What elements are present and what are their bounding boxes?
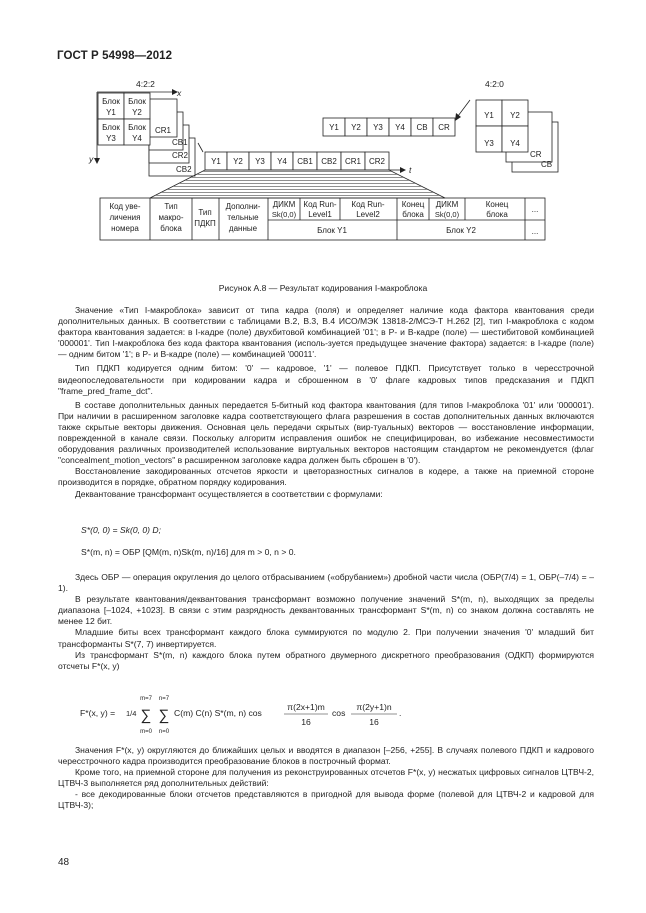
r-y1: Y1 [484,111,494,120]
tbl-c4-l3: данные [228,224,258,233]
seq-mid-5: CB1 [297,157,313,166]
r-cr: CR [530,150,542,159]
seq-top-1: Y1 [329,123,339,132]
paragraph: Здесь ОБР — операция округления до целого отбрасыванием («обрубанием») дробной части числа (ОБР(7/4) = 1, ОБР(–7/4) = –1). [58,572,594,594]
block-y2-line1: Блок [128,97,146,106]
cr1-label: CR1 [155,126,172,135]
cb2-label: CB2 [176,165,192,174]
tbl-c6-l2: Level1 [308,210,332,219]
axis-x-label: x [177,88,182,98]
seq-top-3: Y3 [373,123,383,132]
f3-sum1-top: m=7 [140,696,152,702]
tbl-c2-l2: макро- [158,213,184,222]
r-y4: Y4 [510,139,520,148]
paragraph: В результате квантования/деквантования трансформант возможно получение значений S*(m, n), выходящих за пределы диапазона [–1024, +1023]. В связи с этим разрядность деквантованных трансформант S*(m, n) со знаком должна составлять не менее 12 бит. [58,594,594,627]
figure-caption: Рисунок А.8 — Результат кодирования I-макроблока [218,283,428,293]
r-y3: Y3 [484,139,494,148]
page-number: 48 [58,857,70,868]
seq-mid-3: Y3 [255,157,265,166]
tbl-c2-l3: блока [160,224,182,233]
tbl-c9-l2: Sk(0,0) [434,210,460,219]
seq-top-5: CB [416,123,428,132]
tbl-c8-l1: Конец [401,200,425,209]
paragraph: В составе дополнительных данных передается 5-битный код фактора квантования (для типов I-макроблока '01' или '000001'). При наличии в расширенном заголовке кадра соответствующего флага разрешения в состав дополнительных данных включаются также скрытые векторы движения. Основная цель передачи скрытых (вир-туальных) векторов — восстановление информации, поврежденной в канале связи. Поскольку алгоритм исправления ошибок не специфицирован, во избежание несовместимости оборудования различных производителей использование виртуальных векторов настоящим стандартом не рекомендуется (флаг "concealment_motion_vectors" в расширенном заголовке кадра должен быть сброшен в '0'). [58,399,594,466]
block-y3-line1: Блок [102,123,120,132]
label-422: 4:2:2 [136,79,155,89]
tbl-dots-top: ... [531,205,539,214]
paragraph: Восстановление закодированных отсчетов яркости и цветоразностных сигналов в кодере, а также на приемной стороне производится в порядке, обратном порядку кодирования. [58,466,594,488]
text-block-1 [58,305,594,500]
block-y4-line1: Блок [128,123,146,132]
f3-body: C(m) C(n) S*(m, n) cos [174,708,262,718]
tbl-c9-l1: ДИКМ [435,200,459,209]
f3-frac2-num: π(2y+1)n [356,702,392,712]
tbl-c7-l1: Код Run- [351,200,385,209]
f3-frac1-num: π(2x+1)m [287,702,325,712]
seq-top-2: Y2 [351,123,361,132]
f3-sum2: ∑ [158,707,170,724]
seq-mid-1: Y1 [211,157,221,166]
paragraph: - все декодированные блоки отсчетов представляются в пригодной для вывода форме (полевой для ЦТВЧ-2 и кадровой для ЦТВЧ-3); [58,789,594,811]
standard-header: ГОСТ Р 54998—2012 [57,50,173,62]
seq-top-4: Y4 [395,123,405,132]
paragraph: Значение «Тип I-макроблока» зависит от типа кадра (поля) и определяет наличие кода фактора квантования среди дополнительных данных. В соответствии с таблицами В.2, В.3, В.4 ИСО/МЭК 13818-2/МСЭ-Т Н.262 [2], тип I-макроблока с кодом фактора квантования задается: в I-кадре (поле) двухбитовой комбинацией '01'; в Р- и В-кадре (поле) — шестибитовой комбинацией '000001'. Тип I-макроблока без кода фактора квантования (исполь-зуется предыдущее значение фактора) задается: в I-кадре (поле) — одним битом '1'; в Р- и В-кадре (поле) — комбинацией '00011'. [58,305,594,360]
tbl-c3-l2: ПДКП [194,219,216,228]
tbl-c1-l1: Код уве- [109,202,141,211]
seq-top-6: CR [438,123,450,132]
formula-2: S*(m, n) = ОБР [QM(m, n)Sk(m, n)/16] для m > 0, n > 0. [81,547,296,557]
tbl-c10-l1: Конец [485,200,509,209]
f3-sum1: ∑ [140,707,152,724]
f3-lhs: F*(x, y) = [80,708,116,718]
seq-mid-4: Y4 [277,157,287,166]
block-y3-line2: Y3 [106,134,116,143]
tbl-c5-l1: ДИКМ [272,200,296,209]
tbl-c1-l3: номера [111,224,139,233]
tbl-block-y2: Блок Y2 [446,226,476,235]
f3-sum2-bot: n=0 [158,729,170,735]
tbl-c4-l2: тельные [227,213,259,222]
f3-frac1-den: 16 [301,717,311,727]
seq-mid-6: CB2 [321,157,337,166]
cr2-label: CR2 [172,151,189,160]
tbl-c2-l1: Тип [164,202,178,211]
tbl-c10-l2: блока [486,210,508,219]
block-y1-line2: Y1 [106,108,116,117]
f3-cos2: cos [332,708,346,718]
formula-1: S*(0, 0) = Sk(0, 0) D; [81,525,161,535]
f3-sum1-bot: m=0 [140,729,152,735]
seq-mid-8: CR2 [368,157,386,166]
paragraph: Кроме того, на приемной стороне для получения из реконструированных отсчетов F*(x, y) несжатых цифровых сигналов ЦТВЧ-2, ЦТВЧ-3 выполняется ряд дополнительных действий: [58,767,594,789]
block-y2-line2: Y2 [132,108,142,117]
tbl-block-y1: Блок Y1 [317,226,347,235]
f3-sum2-top: n=7 [158,696,170,702]
label-420: 4:2:0 [485,79,504,89]
block-y4-line2: Y4 [132,134,142,143]
seq-mid-2: Y2 [233,157,243,166]
paragraph: Младшие биты всех трансформант каждого блока суммируются по модулю 2. При получении значения '0' младший бит трансформанты S*(7, 7) инвертируется. [58,627,594,649]
f3-coef: 1/4 [126,709,137,718]
tbl-c6-l1: Код Run- [303,200,337,209]
paragraph: Деквантование трансформант осуществляется в соответствии с формулами: [75,488,383,499]
tbl-c4-l1: Дополни- [225,202,261,211]
paragraph: Тип ПДКП кодируется одним битом: '0' — кадровое, '1' — полевое ПДКП. Присутствует только в чересстрочной видеопоследовательности при кодировании кадра и сброшенном в '0' флаге кадровых типов предсказания и ПДКП "frame_pred_frame_dct". [58,363,594,396]
paragraph: Значения F*(x, y) округляются до ближайших целых и вводятся в диапазон [–256, +255]. В случаях полевого ПДКП и кадрового чересстрочного кадра производится преобразование блоков в построчный формат. [58,745,594,767]
block-y1-line1: Блок [102,97,120,106]
text-block-3 [58,745,594,812]
axis-y-label: y [89,154,94,164]
axis-t-label: t [409,165,412,175]
figure-a8 [0,0,646,280]
tbl-c1-l2: личения [109,213,141,222]
r-cb: CB [541,160,553,169]
text-block-2 [58,572,594,672]
tbl-dots-bottom: ... [531,227,539,236]
tbl-c7-l2: Level2 [356,210,380,219]
f3-frac2-den: 16 [369,717,379,727]
paragraph: Из трансформант S*(m, n) каждого блока путем обратного двумерного дискретного преобразования (ОДКП) формируются отсчеты F*(x, y) [58,649,594,671]
seq-mid-7: CR1 [344,157,362,166]
f3-end: . [399,708,402,718]
r-y2: Y2 [510,111,520,120]
tbl-c5-l2: Sk(0,0) [271,210,297,219]
cb1-label: CB1 [172,138,188,147]
formula-odkp [80,690,440,738]
tbl-c8-l2: блока [402,210,424,219]
tbl-c3-l1: Тип [198,208,212,217]
